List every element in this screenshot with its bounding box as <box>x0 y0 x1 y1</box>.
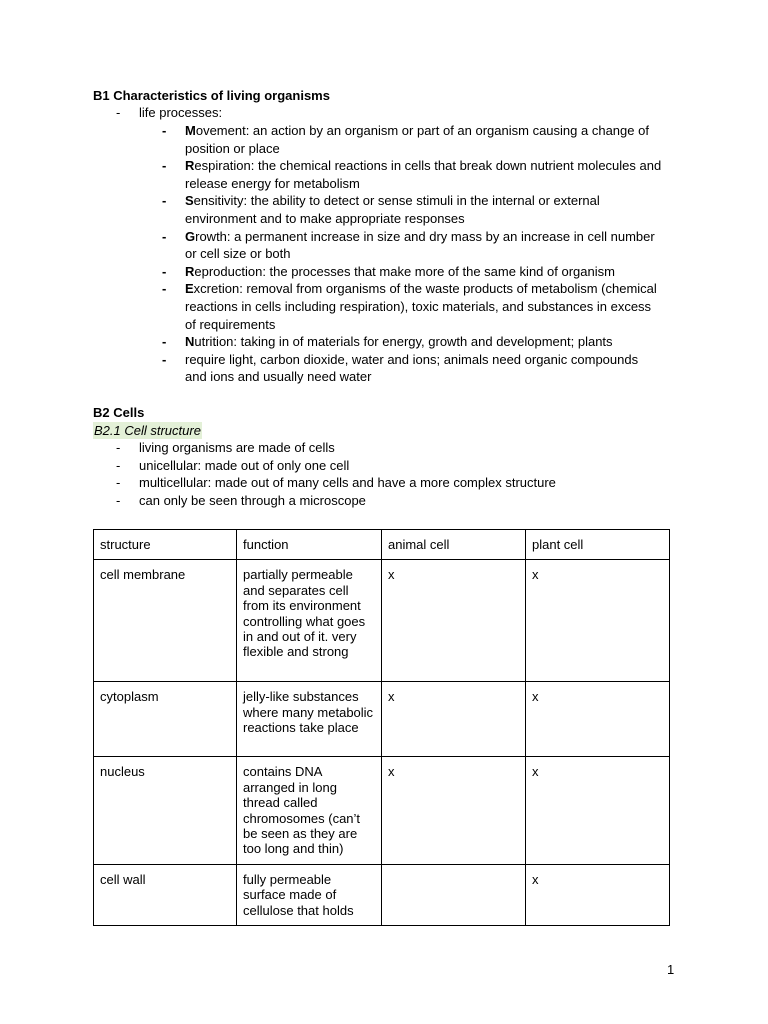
process-text: rowth: a permanent increase in size and dry mass by an increase in cell number or cell size or both <box>185 228 655 262</box>
process-text: utrition: taking in of materials for energy, growth and development; plants <box>194 334 613 350</box>
process-text: require light, carbon dioxide, water and ions; animals need organic compounds and ions and usually need water <box>185 351 639 385</box>
process-item <box>162 351 662 386</box>
process-initial: R <box>185 158 195 174</box>
table-cell: partially permeable and separates cell from its environment controlling what goes in and out of it. very flexible and strong <box>237 560 382 682</box>
table-header-cell: function <box>237 530 382 560</box>
process-initial: R <box>185 263 195 279</box>
table-cell: cell wall <box>94 864 237 925</box>
process-text: ovement: an action by an organism or part of an organism causing a change of position or place <box>185 123 649 156</box>
process-item <box>162 192 662 227</box>
table-cell: x <box>526 560 670 682</box>
process-text: xcretion: removal from organisms of the waste products of metabolism (chemical reactions in cells including respiration), toxic materials, and substances in excess of requirements <box>185 281 657 332</box>
list-item: - multicellular: made out of many cells and have a more complex structure <box>116 474 556 492</box>
process-text: ensitivity: the ability to detect or sense stimuli in the internal or external environment and to make appropriate responses <box>185 193 600 226</box>
table-header-cell: animal cell <box>382 530 526 560</box>
table-cell: contains DNA arranged in long thread called chromosomes (can’t be seen as they are too long and thin) <box>237 757 382 864</box>
process-item <box>162 228 662 263</box>
table-row <box>94 560 670 682</box>
table-cell: fully permeable surface made of cellulose that holds <box>237 864 382 925</box>
processes-sublist <box>162 122 662 386</box>
cell-structure-table <box>93 529 670 926</box>
process-text: eproduction: the processes that make more of the same kind of organism <box>194 263 615 279</box>
section-heading-b1: B1 Characteristics of living organisms <box>93 88 330 103</box>
process-item <box>162 263 662 281</box>
table-header-row <box>94 530 670 560</box>
process-item <box>162 333 662 351</box>
process-text: espiration: the chemical reactions in cells that break down nutrient molecules and release energy for metabolism <box>185 158 662 191</box>
process-initial: N <box>185 334 195 350</box>
table-cell: x <box>526 864 670 925</box>
table-header-cell: plant cell <box>526 530 670 560</box>
table-cell: jelly-like substances where many metabolic reactions take place <box>237 682 382 757</box>
list-item: - living organisms are made of cells <box>116 439 556 457</box>
life-processes-list <box>116 104 222 122</box>
table-cell: x <box>382 757 526 864</box>
process-initial: M <box>185 123 196 138</box>
table-cell: x <box>526 757 670 864</box>
table-row <box>94 864 670 925</box>
table-cell <box>382 864 526 925</box>
table-cell: x <box>526 682 670 757</box>
process-initial: E <box>185 281 194 297</box>
table-cell: x <box>382 560 526 682</box>
process-initial: G <box>185 228 196 244</box>
table-cell: cytoplasm <box>94 682 237 757</box>
process-item <box>162 280 662 333</box>
list-item: - life processes: <box>116 104 222 122</box>
list-item: - unicellular: made out of only one cell <box>116 457 556 475</box>
cells-points-list <box>116 439 556 509</box>
table-cell: x <box>382 682 526 757</box>
process-item <box>162 122 662 157</box>
table-cell: nucleus <box>94 757 237 864</box>
list-item: - can only be seen through a microscope <box>116 492 556 510</box>
table-header-cell: structure <box>94 530 237 560</box>
table-row <box>94 682 670 757</box>
page-number: 1 <box>667 962 675 977</box>
process-initial: S <box>185 193 194 209</box>
table-row <box>94 757 670 864</box>
subheading-cell-structure: B2.1 Cell structure <box>94 423 201 438</box>
section-heading-b2: B2 Cells <box>93 405 145 420</box>
table-cell: cell membrane <box>94 560 237 682</box>
process-item <box>162 157 662 192</box>
